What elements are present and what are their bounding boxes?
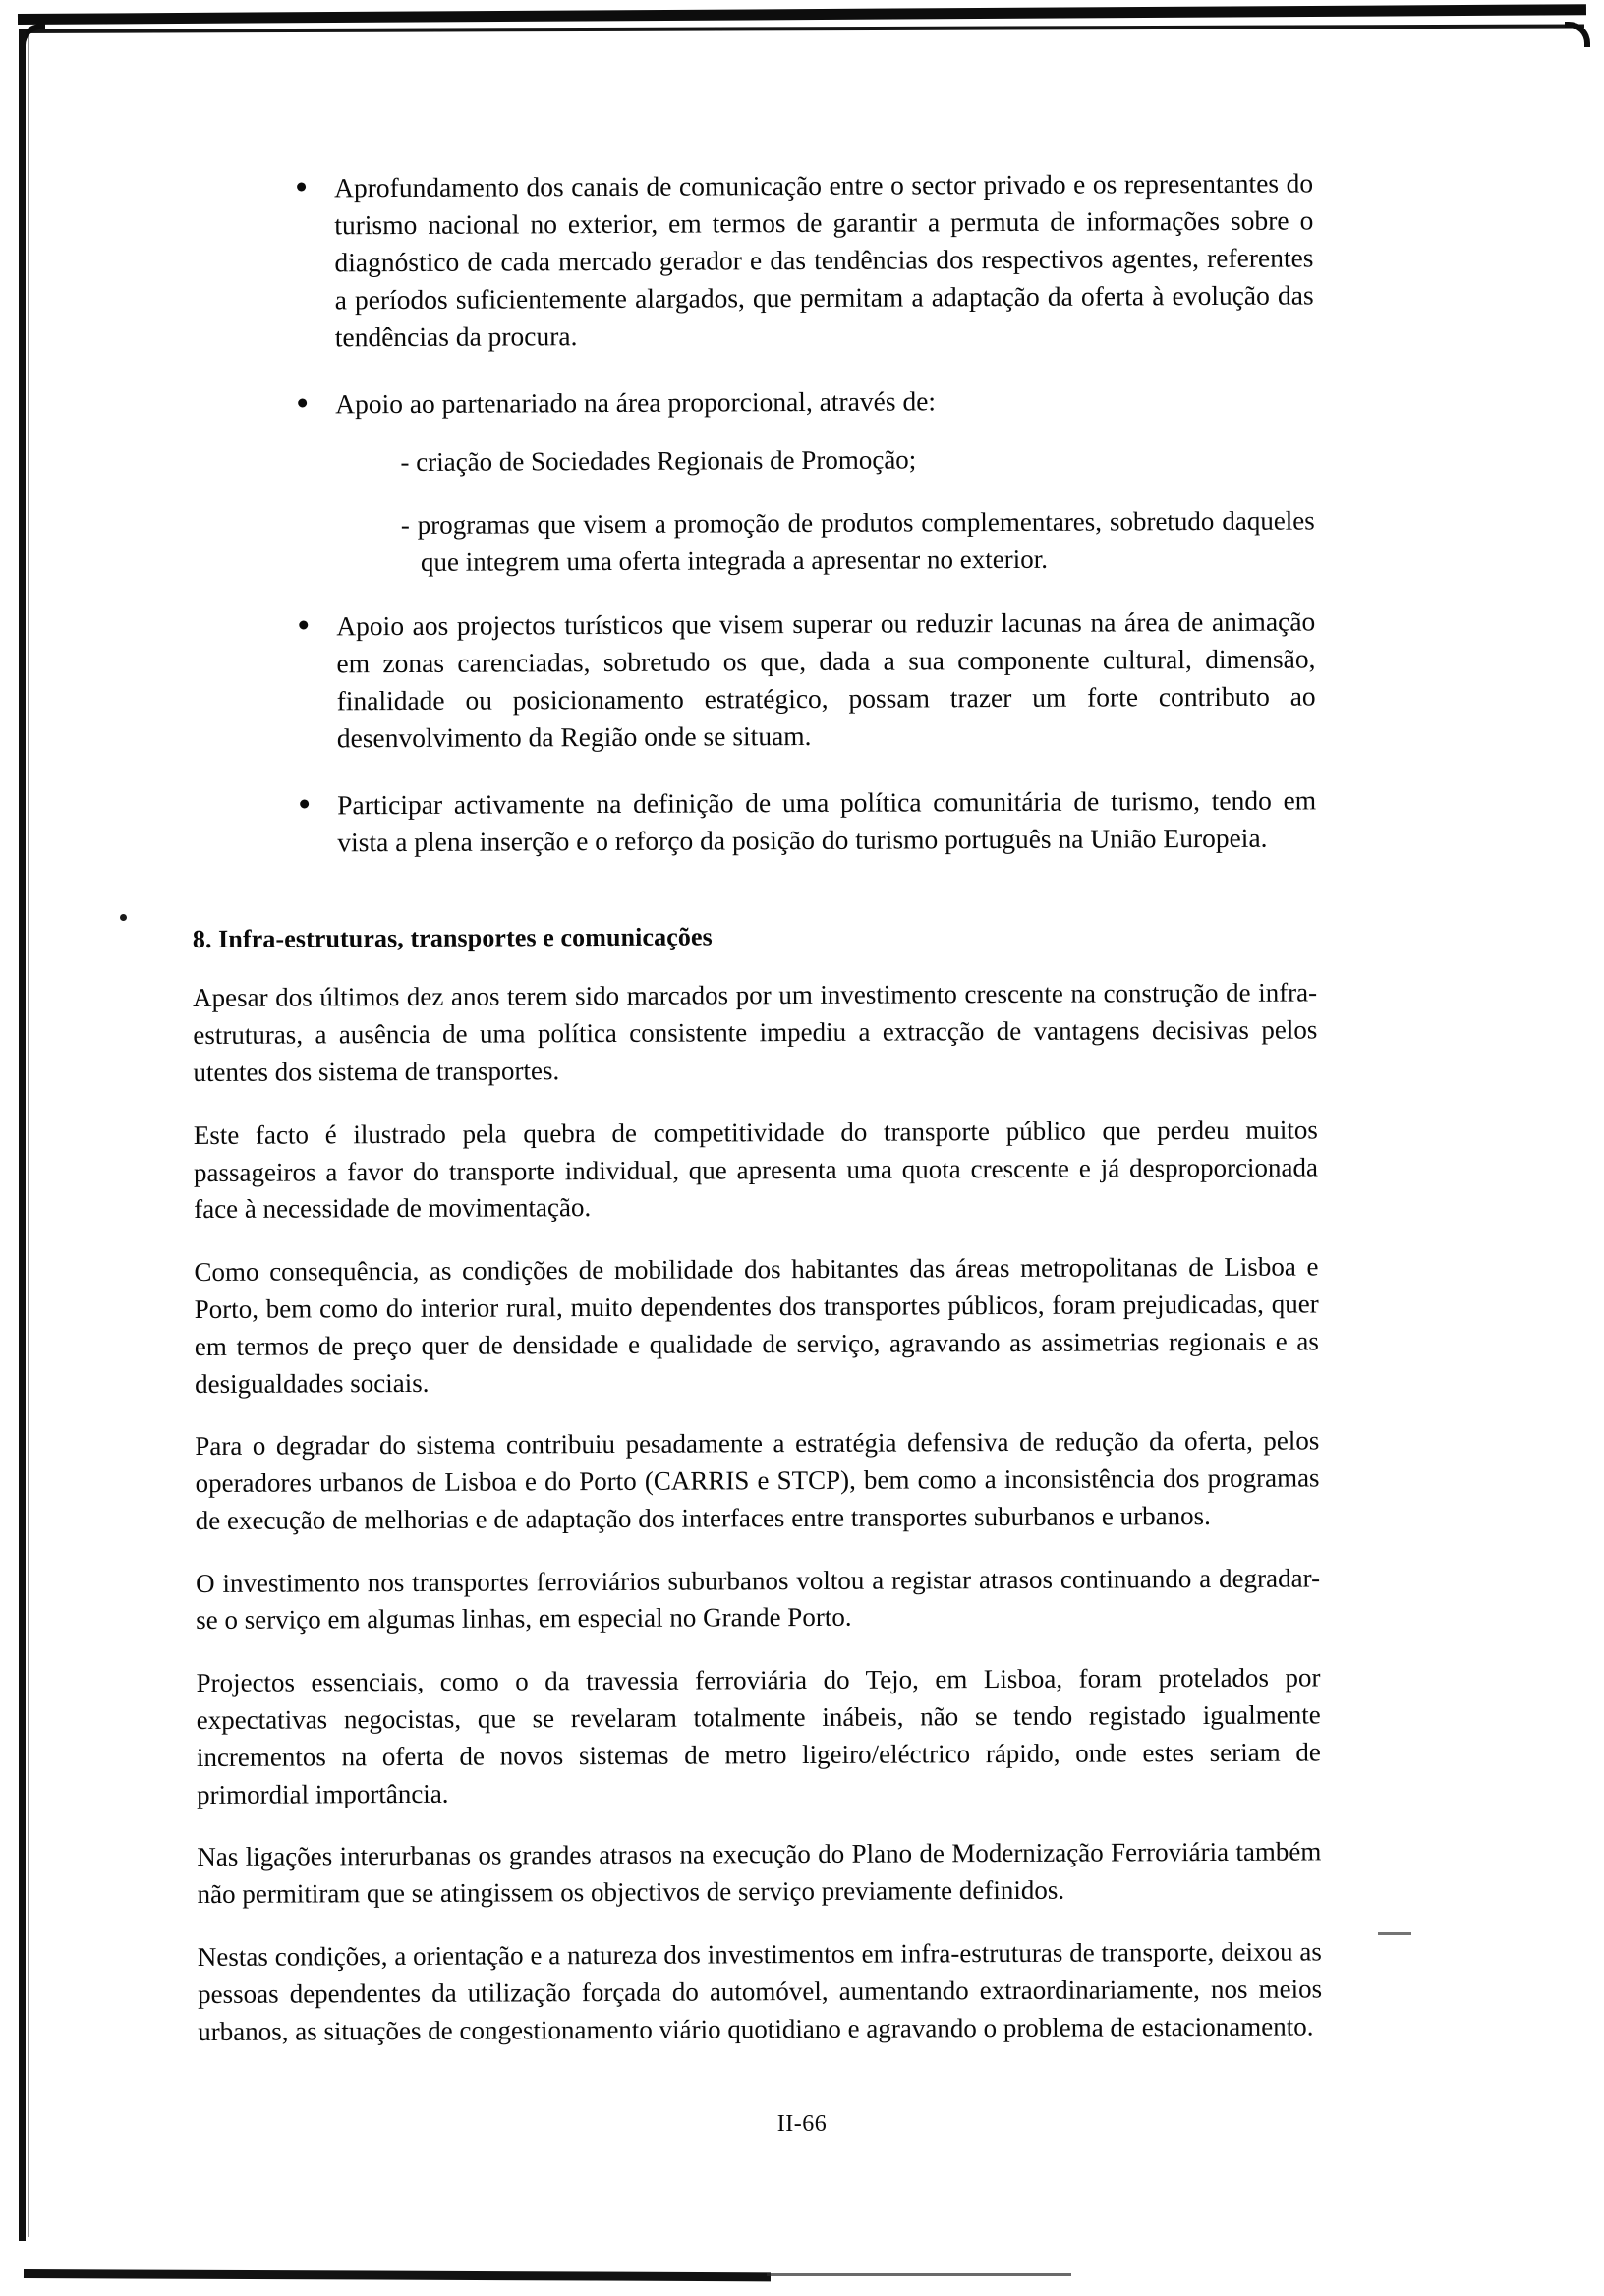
body-paragraph: O investimento nos transportes ferroviários suburbanos voltou a registar atrasos continuando a degradar-se o serviço em algumas linhas, em especial no Grande Porto. xyxy=(195,1563,1321,1636)
scan-border-bottom-icon xyxy=(24,2269,771,2281)
bullet-dot-icon xyxy=(298,399,307,408)
scan-speck-secondary-icon xyxy=(1378,1932,1411,1935)
body-paragraph: Nestas condições, a orientação e a natureza dos investimentos em infra-estruturas de transporte, deixou as pessoas dependentes da utilização forçada do automóvel, aumentando extraordinariamente, nos meios urbanos, as situações de congestionamento viário quotidiano e agravando o problema de estacionamento. xyxy=(197,1936,1323,2046)
bullet-text: Participar activamente na definição de uma política comunitária de turismo, tendo em vista a plena inserção e o reforço da posição do turismo português na União Europeia. xyxy=(337,784,1317,858)
bullet-text: Apoio aos projectos turísticos que visem superar ou reduzir lacunas na área de animação em zonas carenciadas, sobretudo os que, dada a sua componente cultural, dimensão, finalidade ou posicionamento estratégico, possam trazer um forte contributo ao desenvolvimento da Região onde se situam. xyxy=(336,605,1316,754)
scan-speck-icon xyxy=(120,914,127,921)
scan-border-bottom-secondary-icon xyxy=(767,2273,1071,2276)
scan-border-top-secondary-icon xyxy=(20,24,1584,33)
recommendations-bullet-list xyxy=(291,164,1316,861)
bullet-dot-icon xyxy=(299,620,308,629)
bullet-text: Apoio ao partenariado na área proporcional, através de: xyxy=(335,385,937,420)
scan-border-left-secondary-icon xyxy=(28,35,29,2237)
bullet-text: Aprofundamento dos canais de comunicação entre o sector privado e os representantes do turismo nacional no exterior, em termos de garantir a permuta de informações sobre o diagnóstico de cada mercado gerador e das tendências dos respectivos agentes, referentes a períodos suficientemente alargados, que permitam a adaptação da oferta à evolução das tendências da procura. xyxy=(334,167,1314,353)
bullet-dot-icon xyxy=(300,800,309,809)
page-content xyxy=(192,164,1323,2076)
body-paragraph: Apesar dos últimos dez anos terem sido marcados por um investimento crescente na construção de infra-estruturas, a ausência de uma política consistente impediu a extracção de vantagens decisivas pelos utentes dos sistema de transportes. xyxy=(193,977,1318,1087)
body-paragraph: Nas ligações interurbanas os grandes atrasos na execução do Plano de Modernização Ferroviária também não permitiram que se atingissem os objectivos de serviço previamente definidos. xyxy=(197,1836,1322,1910)
list-item xyxy=(293,603,1316,757)
body-paragraph: Para o degradar do sistema contribuiu pesadamente a estratégia defensiva de redução da oferta, pelos operadores urbanos de Lisboa e do Porto (CARRIS e STCP), bem como a inconsistência dos programas de execução de melhorias e de adaptação dos interfaces entre transportes suburbanos e urbanos. xyxy=(195,1425,1320,1535)
scan-border-top-icon xyxy=(18,4,1586,25)
scan-corner-top-right-icon xyxy=(1565,22,1590,47)
list-item: - criação de Sociedades Regionais de Promoção; xyxy=(400,444,917,478)
scan-border-left-icon xyxy=(19,29,26,2241)
body-paragraph: Como consequência, as condições de mobilidade dos habitantes das áreas metropolitanas de Lisboa e Porto, bem como do interior rural, muito dependentes dos transportes públicos, foram prejudicadas, quer em termos de preço quer de densidade e qualidade de serviço, agravando as assimetrias regionais e as desigualdades sociais. xyxy=(194,1251,1319,1399)
page-footer xyxy=(0,2111,1604,2138)
body-paragraph: Este facto é ilustrado pela quebra de competitividade do transporte público que perdeu muitos passageiros a favor do transporte individual, que apresenta uma quota crescente e já desproporcionada face à necessidade de movimentação. xyxy=(193,1115,1319,1225)
page-number: II-66 xyxy=(776,2111,828,2137)
sub-bullet-list xyxy=(335,440,1315,582)
list-item: - programas que visem a promoção de produtos complementares, sobretudo daqueles que integrem uma oferta integrada a apresentar no exterior. xyxy=(400,505,1315,577)
list-item xyxy=(291,164,1314,356)
list-item xyxy=(294,782,1316,862)
list-item xyxy=(292,381,1315,583)
body-paragraph: Projectos essenciais, como o da travessia ferroviária do Tejo, em Lisboa, foram protelados por expectativas negocistas, que se revelaram totalmente inábeis, não se tendo registado igualmente incrementos na oferta de novos sistemas de metro ligeiro/eléctrico rápido, onde estes seriam de primordial importância. xyxy=(196,1662,1321,1809)
bullet-dot-icon xyxy=(297,182,306,191)
section-heading: 8. Infra-estruturas, transportes e comunicações xyxy=(192,922,713,954)
